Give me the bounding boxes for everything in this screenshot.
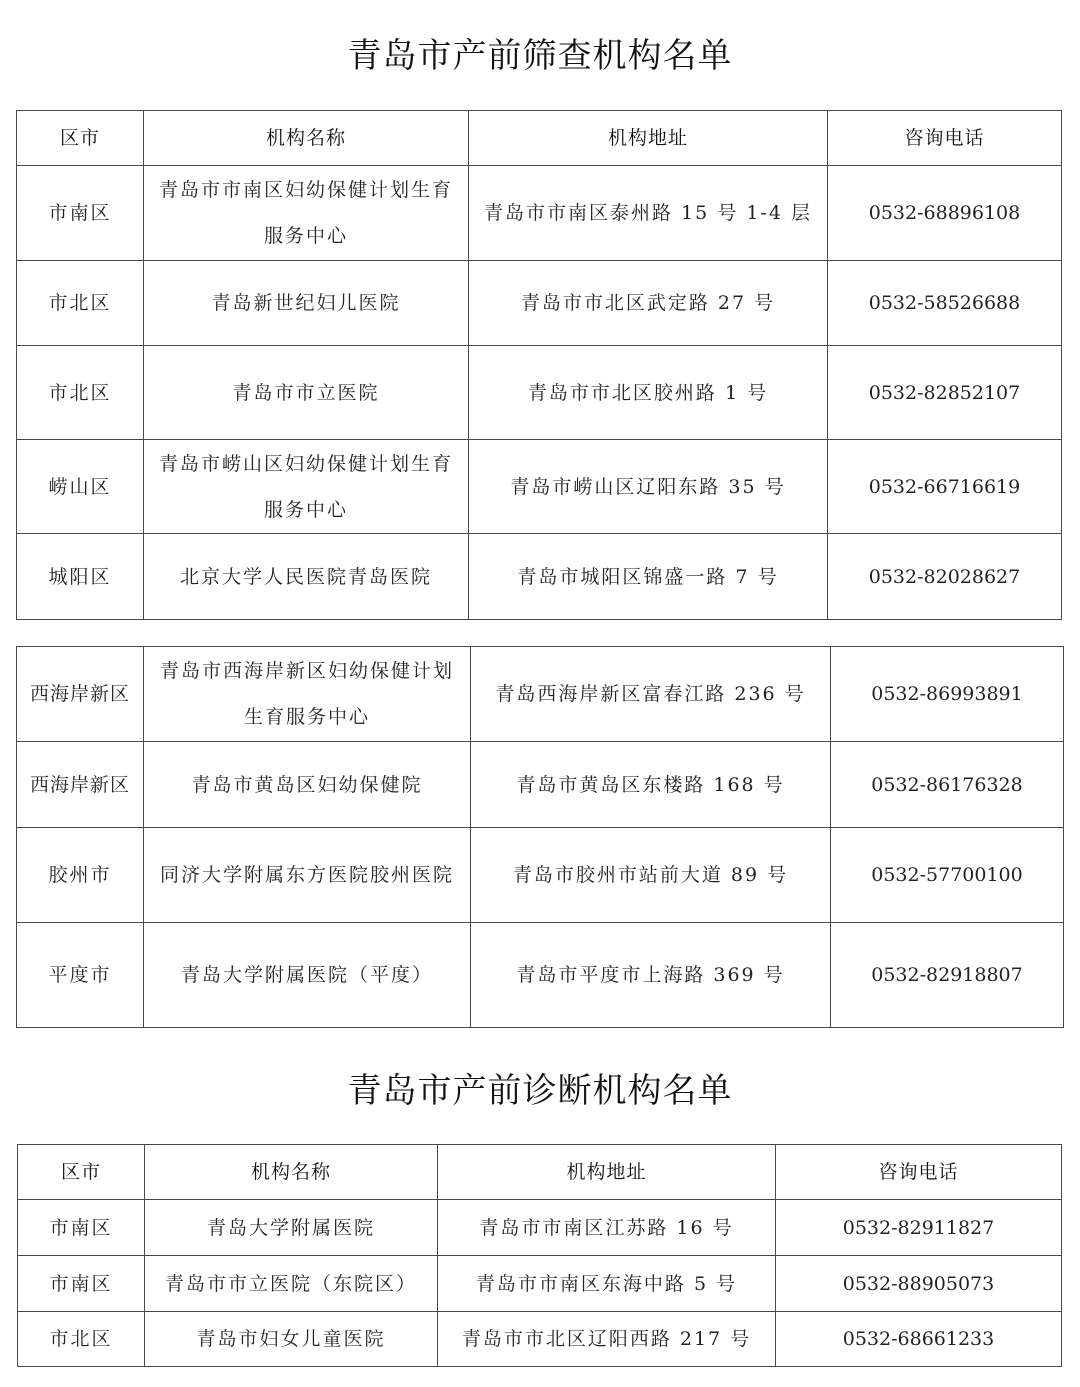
table-header-row <box>18 1145 1062 1200</box>
cell-institution: 青岛大学附属医院 <box>145 1200 438 1256</box>
cell-district: 西海岸新区 <box>17 647 144 742</box>
cell-address: 青岛市市南区江苏路 16 号 <box>438 1200 776 1256</box>
cell-address: 青岛市市南区东海中路 5 号 <box>438 1256 776 1312</box>
cell-district: 市北区 <box>18 1312 145 1367</box>
header-address: 机构地址 <box>469 111 828 166</box>
table-row <box>17 647 1064 742</box>
header-phone: 咨询电话 <box>828 111 1062 166</box>
cell-address: 青岛市崂山区辽阳东路 35 号 <box>469 440 828 534</box>
cell-phone: 0532-86176328 <box>831 742 1064 828</box>
table-row <box>18 1200 1062 1256</box>
cell-address: 青岛市市北区胶州路 1 号 <box>469 346 828 440</box>
cell-district: 胶州市 <box>17 828 144 923</box>
cell-phone: 0532-66716619 <box>828 440 1062 534</box>
cell-district: 崂山区 <box>17 440 144 534</box>
cell-district: 市北区 <box>17 346 144 440</box>
cell-district: 市南区 <box>17 166 144 261</box>
cell-phone: 0532-68661233 <box>776 1312 1062 1367</box>
table-row <box>17 346 1062 440</box>
cell-institution: 青岛市黄岛区妇幼保健院 <box>144 742 471 828</box>
cell-district: 平度市 <box>17 923 144 1028</box>
table-header-row <box>17 111 1062 166</box>
cell-phone: 0532-82918807 <box>831 923 1064 1028</box>
cell-institution: 青岛市崂山区妇幼保健计划生育服务中心 <box>144 440 469 534</box>
cell-institution: 青岛市市立医院（东院区） <box>145 1256 438 1312</box>
table-row <box>18 1256 1062 1312</box>
cell-district: 西海岸新区 <box>17 742 144 828</box>
cell-institution: 青岛大学附属医院（平度） <box>144 923 471 1028</box>
cell-address: 青岛市黄岛区东楼路 168 号 <box>471 742 831 828</box>
cell-institution: 青岛新世纪妇儿医院 <box>144 261 469 346</box>
cell-phone: 0532-57700100 <box>831 828 1064 923</box>
cell-phone: 0532-88905073 <box>776 1256 1062 1312</box>
cell-address: 青岛市城阳区锦盛一路 7 号 <box>469 534 828 620</box>
header-district: 区市 <box>17 111 144 166</box>
cell-institution: 同济大学附属东方医院胶州医院 <box>144 828 471 923</box>
screening-table-part2 <box>16 646 1064 1028</box>
cell-institution: 青岛市妇女儿童医院 <box>145 1312 438 1367</box>
screening-title: 青岛市产前筛查机构名单 <box>347 36 733 76</box>
table-row <box>17 534 1062 620</box>
cell-phone: 0532-68896108 <box>828 166 1062 261</box>
cell-district: 市北区 <box>17 261 144 346</box>
cell-district: 市南区 <box>18 1200 145 1256</box>
header-district: 区市 <box>18 1145 145 1200</box>
table-row <box>17 440 1062 534</box>
cell-district: 市南区 <box>18 1256 145 1312</box>
table-row <box>17 742 1064 828</box>
cell-phone: 0532-58526688 <box>828 261 1062 346</box>
header-phone: 咨询电话 <box>776 1145 1062 1200</box>
header-institution: 机构名称 <box>144 111 469 166</box>
cell-institution: 青岛市市立医院 <box>144 346 469 440</box>
header-institution: 机构名称 <box>145 1145 438 1200</box>
cell-address: 青岛市胶州市站前大道 89 号 <box>471 828 831 923</box>
cell-institution: 北京大学人民医院青岛医院 <box>144 534 469 620</box>
table-row <box>17 166 1062 261</box>
cell-institution: 青岛市西海岸新区妇幼保健计划生育服务中心 <box>144 647 471 742</box>
cell-address: 青岛西海岸新区富春江路 236 号 <box>471 647 831 742</box>
cell-address: 青岛市市北区武定路 27 号 <box>469 261 828 346</box>
cell-phone: 0532-82852107 <box>828 346 1062 440</box>
header-address: 机构地址 <box>438 1145 776 1200</box>
table-row <box>17 923 1064 1028</box>
cell-address: 青岛市市北区辽阳西路 217 号 <box>438 1312 776 1367</box>
diagnosis-table <box>17 1144 1062 1367</box>
cell-address: 青岛市平度市上海路 369 号 <box>471 923 831 1028</box>
cell-phone: 0532-82911827 <box>776 1200 1062 1256</box>
cell-phone: 0532-82028627 <box>828 534 1062 620</box>
cell-address: 青岛市市南区泰州路 15 号 1-4 层 <box>469 166 828 261</box>
cell-phone: 0532-86993891 <box>831 647 1064 742</box>
cell-district: 城阳区 <box>17 534 144 620</box>
screening-table-part1 <box>16 110 1062 620</box>
diagnosis-title: 青岛市产前诊断机构名单 <box>347 1071 733 1111</box>
cell-institution: 青岛市市南区妇幼保健计划生育服务中心 <box>144 166 469 261</box>
table-row <box>17 828 1064 923</box>
table-row <box>18 1312 1062 1367</box>
table-row <box>17 261 1062 346</box>
